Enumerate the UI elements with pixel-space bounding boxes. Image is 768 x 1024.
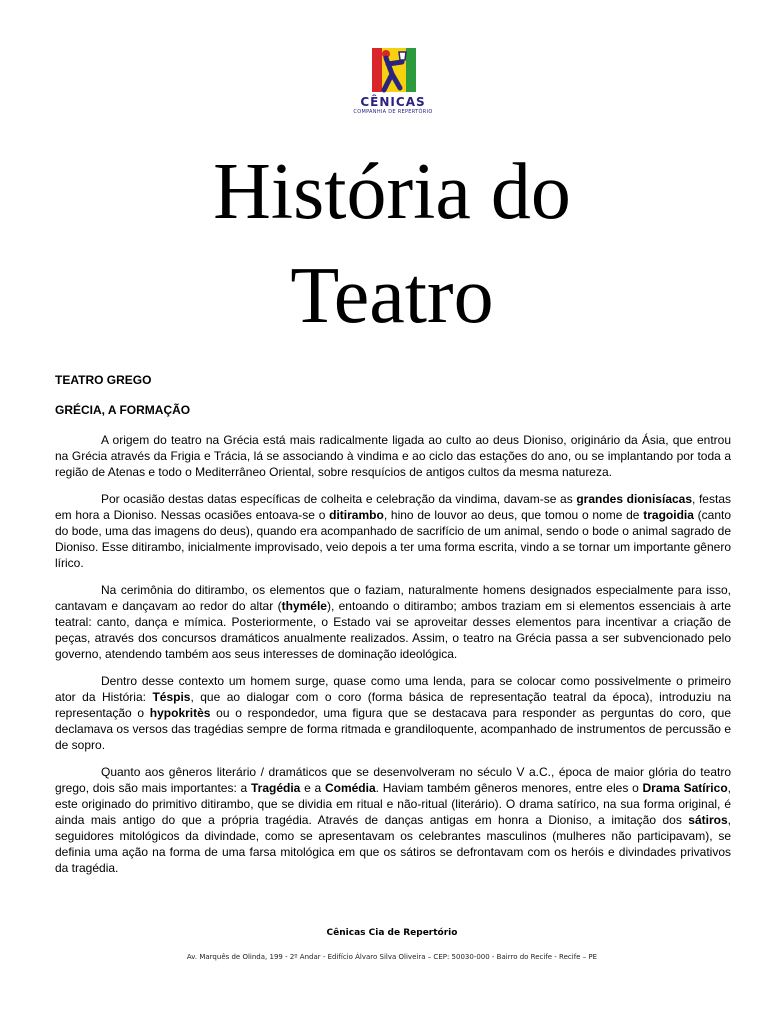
logo-subtitle: COMPANHIA DE REPERTÓRIO [353, 109, 433, 115]
footer-company: Cênicas Cia de Repertório [326, 928, 458, 938]
paragraph [55, 491, 731, 571]
subsection-heading: GRÉCIA, A FORMAÇÃO [55, 403, 191, 417]
bold-term: Drama Satírico [642, 781, 728, 795]
bold-term: Téspis [152, 690, 191, 704]
paragraph [55, 432, 731, 480]
company-logo [316, 42, 470, 118]
text-run: , seguidores mitológicos da divindade, como se apresentavam os celebrantes masculinos (mulheres não participavam), se definia uma ação na forma de uma farsa mitológica em que os sátiros se defrontavam com os heróis e divindades privativos da tragédia. [55, 813, 731, 875]
page-title [0, 140, 768, 348]
text-run: Dentro desse contexto um homem surge, quase como uma lenda, para se colocar como possivelmente o primeiro ator da História: [55, 674, 731, 704]
theater-figure-icon [366, 44, 422, 100]
text-run: ou o respondedor, uma figura que se destacava para responder as perguntas do coro, que declamava os versos das tragédias sempre de forma ritmada e grandiloquente, acompanhado de instrumentos de percussão e de sopro. [55, 706, 731, 752]
bold-term: sátiros [688, 813, 728, 827]
paragraph [55, 764, 731, 876]
text-run: Quanto aos gêneros literário / dramáticos que se desenvolveram no século V a.C., época de maior glória do teatro grego, dois são mais importantes: a [55, 765, 731, 795]
text-run: Por ocasião destas datas específicas de colheita e celebração da vindima, davam-se as [101, 492, 577, 506]
bold-term: thyméle [281, 599, 327, 613]
section-heading: TEATRO GREGO [55, 373, 152, 387]
title-line-1: História do [213, 148, 571, 236]
text-run: ), entoando o ditirambo; ambos traziam em si elementos essenciais à arte teatral: canto, dança e mímica. Posteriormente, o Estado vai se aproveitar desses elementos para incentivar a criação de peças, através dos concursos dramáticos anualmente realizados. Assim, o teatro na Grécia passa a ser subvencionado pelo governo, atendendo também aos seus interesses de dominação ideológica. [55, 599, 732, 661]
text-run: . Haviam também gêneros menores, entre eles o [375, 781, 643, 795]
footer-address: Av. Marquês de Olinda, 199 - 2º Andar - Edifício Álvaro Silva Oliveira – CEP: 50030-000 - Bairro do Recife - Recife – PE [186, 953, 598, 961]
bold-term: hypokritès [149, 706, 211, 720]
bold-term: Comédia [324, 781, 376, 795]
logo-name: CÊNICAS [360, 95, 426, 109]
bold-term: Tragédia [250, 781, 301, 795]
text-run: (canto do bode, uma das imagens do deus), quando era acompanhado de sacrifício de um animal, sendo o bode o animal sagrado de Dioniso. Esse ditirambo, inicialmente improvisado, veio depois a ter uma forma escrita, vindo a se tornar um importante gênero lírico. [55, 508, 732, 570]
paragraph [55, 673, 731, 753]
text-run: , que ao dialogar com o coro (forma básica de representação teatral da época), introduziu na representação o [55, 690, 732, 720]
paragraphs [55, 432, 731, 876]
document-body [55, 372, 731, 887]
title-line-2: Teatro [290, 252, 494, 340]
bold-term: grandes dionisíacas [576, 492, 693, 506]
text-run: , festas em hora a Dioniso. Nessas ocasiões entoava-se o [55, 492, 731, 522]
text-run: e a [300, 781, 325, 795]
bold-term: tragoidia [643, 508, 694, 522]
bold-term: ditirambo [329, 508, 384, 522]
text-run: Na cerimônia do ditirambo, os elementos que o faziam, naturalmente homens designados especialmente para isso, cantavam e dançavam ao redor do altar ( [55, 583, 731, 613]
text-run: , hino de louvor ao deus, que tomou o nome de [383, 508, 644, 522]
text-run: , este originado do primitivo ditirambo, que se dividia em ritual e não-ritual (literário). O drama satírico, na sua forma original, é ainda mais antigo do que a própria tragédia. Através de danças antigas em honra a Dioniso, a imitação dos [55, 781, 731, 827]
paragraph [55, 582, 731, 662]
text-run: A origem do teatro na Grécia está mais radicalmente ligada ao culto ao deus Dioniso, originário da Ásia, que entrou na Grécia através da Frigia e Trácia, lá se associando à vindima e ao ciclo das estações do ano, ou se implantando por toda a região de Atenas e todo o Mediterrâneo Oriental, sobre resquícios de antigos cultos da mesma natureza. [55, 433, 731, 479]
